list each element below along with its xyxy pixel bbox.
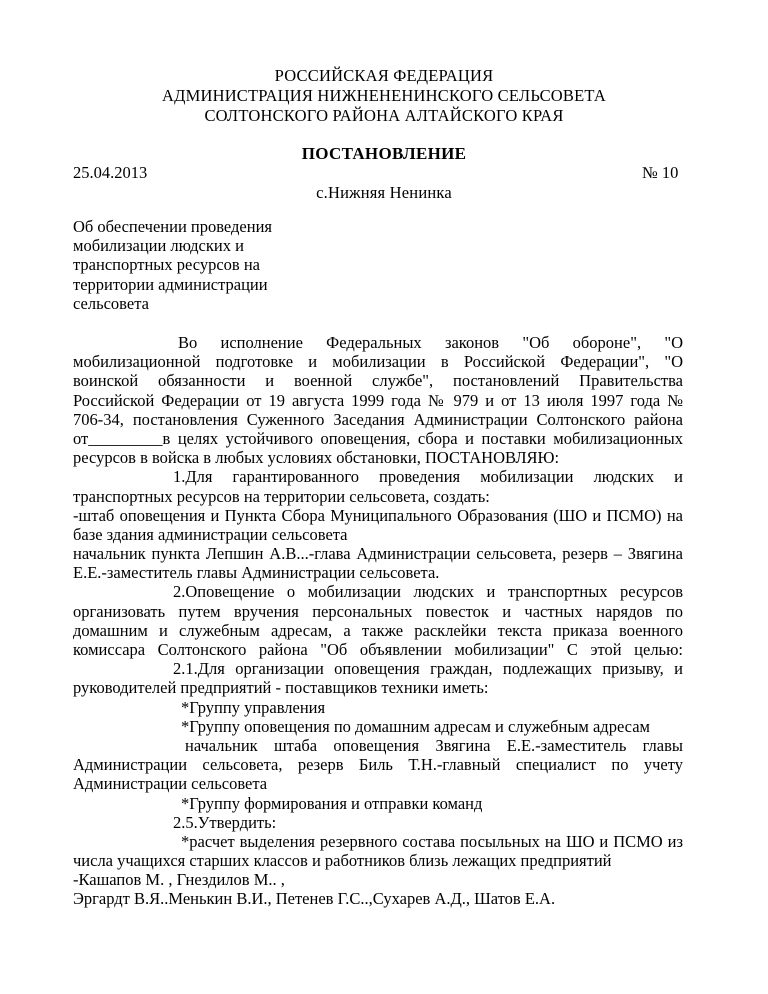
body-line: 2.5.Утвердить: [173, 812, 277, 832]
body-line: -Кашапов М. , Гнездилов М.. , [73, 870, 285, 890]
body-line: Российской Федерации от 19 августа 1999 года № 979 и от 13 июля 1997 года № [73, 390, 683, 410]
body-line: *Группу управления [181, 697, 326, 717]
body-line: *Группу оповещения по домашним адресам и служебным адресам [181, 716, 650, 736]
body-line: числа учащихся старших классов и работников близь лежащих предприятий [73, 851, 612, 871]
body-line: 2.1.Для организации оповещения граждан, подлежащих призыву, и [173, 659, 683, 679]
subject-line: мобилизации людских и [73, 236, 244, 256]
body-line: Эргардт В.Я..Менькин В.И., Петенев Г.С..,Сухарев А.Д., Шатов Е.А. [73, 889, 556, 909]
body-line: 706-34, постановления Суженного Заседания Администрации Солтонского района [73, 409, 683, 429]
body-line: воинской обязанности и военной службе", постановлений Правительства [73, 371, 683, 391]
document-subject [73, 217, 333, 313]
subject-line: сельсовета [73, 293, 149, 313]
header-region: СОЛТОНСКОГО РАЙОНА АЛТАЙСКОГО КРАЯ [204, 106, 564, 125]
body-line: Е.Е.-заместитель главы Администрации сельсовета. [73, 563, 440, 583]
body-line: 2.Оповещение о мобилизации людских и транспортных ресурсов [173, 582, 683, 602]
document-title: ПОСТАНОВЛЕНИЕ [301, 144, 467, 163]
body-line: Администрации сельсовета [73, 774, 268, 794]
body-line: *Группу формирования и отправки команд [181, 793, 483, 813]
body-line: базе здания администрации сельсовета [73, 524, 348, 544]
body-line: от_________в целях устойчивого оповещения, сбора и поставки мобилизационных [73, 428, 683, 448]
body-line: начальник пункта Лепшин А.В...-глава Администрации сельсовета, резерв – Звягина [73, 544, 683, 564]
subject-line: территории администрации [73, 274, 268, 294]
body-line: мобилизационной подготовке и мобилизации в Российской Федерации", "О [73, 352, 683, 372]
body-line: *расчет выделения резервного состава посыльных на ШО и ПСМО из [181, 831, 683, 851]
document-place: с.Нижняя Ненинка [316, 183, 452, 202]
header-administration: АДМИНИСТРАЦИЯ НИЖНЕНЕНИНСКОГО СЕЛЬСОВЕТА [162, 86, 606, 105]
body-line: организовать путем вручения персональных повесток и частных нарядов по [73, 601, 683, 621]
body-line: транспортных ресурсов на территории сельсовета, создать: [73, 486, 490, 506]
document-body [73, 333, 683, 909]
body-line: начальник штаба оповещения Звягина Е.Е.-заместитель главы [185, 735, 683, 755]
document-number: № 10 [642, 163, 679, 182]
header-country: РОССИЙСКАЯ ФЕДЕРАЦИЯ [274, 66, 494, 85]
body-line: Администрации сельсовета, резерв Биль Т.Н.-главный специалист по учету [73, 755, 683, 775]
body-line: комиссара Солтонского района "Об объявлении мобилизации" С этой целью: [73, 640, 683, 659]
document-date: 25.04.2013 [73, 163, 148, 182]
body-line: ресурсов в войска в любых условиях обстановки, ПОСТАНОВЛЯЮ: [73, 448, 560, 468]
body-line: -штаб оповещения и Пункта Сбора Муниципального Образования (ШО и ПСМО) на [73, 505, 683, 525]
subject-line: Об обеспечении проведения [73, 217, 272, 236]
subject-line: транспортных ресурсов на [73, 255, 260, 275]
body-line: руководителей предприятий - поставщиков техники иметь: [73, 678, 489, 698]
body-line: 1.Для гарантированного проведения мобилизации людских и [173, 467, 683, 487]
body-line: Во исполнение Федеральных законов "Об обороне", "О [178, 333, 683, 352]
body-line: домашним и служебным адресам, а также расклейки текста приказа военного [73, 620, 683, 640]
